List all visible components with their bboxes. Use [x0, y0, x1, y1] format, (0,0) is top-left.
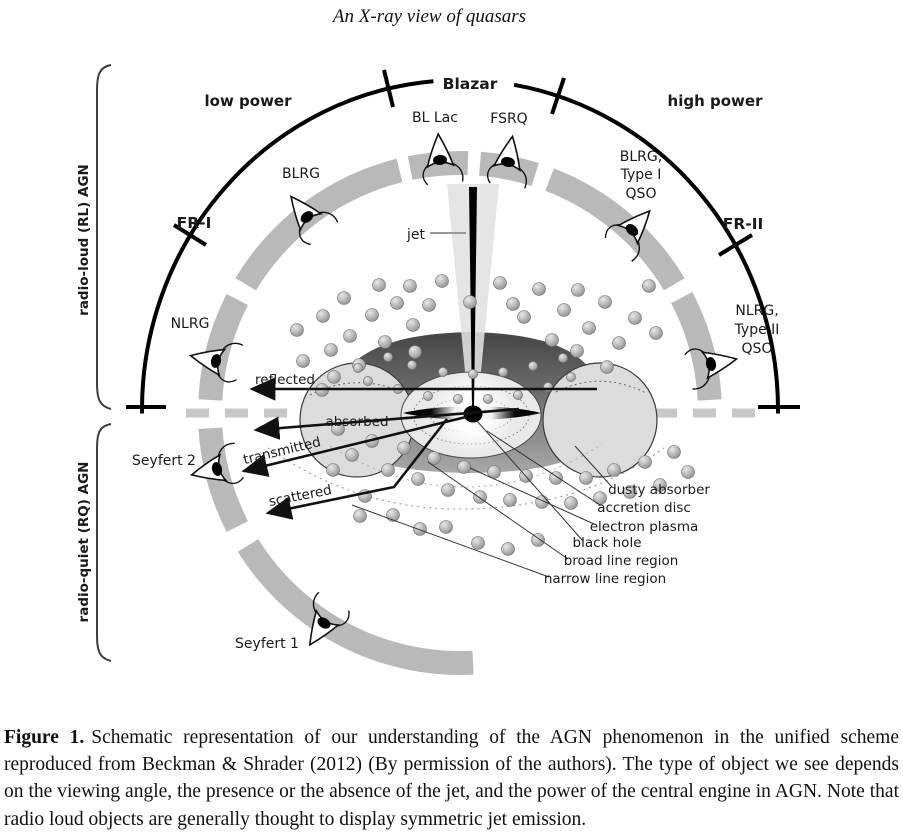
label-seyfert1: Seyfert 1	[235, 636, 299, 652]
label-nlrg-type2-l2: Type II	[734, 322, 780, 338]
label-radio-quiet-agn: radio-quiet (RQ) AGN	[76, 461, 92, 623]
plasma-dot	[565, 497, 578, 510]
plasma-dot	[601, 361, 614, 374]
plasma-dot	[608, 464, 621, 477]
ring-segment-blrg-type1	[545, 168, 684, 290]
plasma-dot	[442, 484, 455, 497]
plasma-dot	[643, 280, 656, 293]
plasma-dot	[668, 446, 681, 459]
ring-segment-nlrg-type2	[671, 292, 722, 401]
plasma-dot	[472, 537, 485, 550]
label-electron-plasma: electron plasma	[589, 519, 699, 535]
plasma-dot	[583, 322, 596, 335]
plasma-dot	[536, 496, 549, 509]
plasma-dot	[513, 390, 522, 399]
plasma-dot	[363, 376, 372, 385]
plasma-dot	[639, 456, 652, 469]
label-fr2: FR-II	[722, 215, 764, 233]
label-blrg: BLRG	[282, 166, 320, 182]
plasma-dot	[528, 361, 537, 370]
plasma-dot	[571, 345, 584, 358]
plasma-dot	[423, 391, 432, 400]
label-blrg-type1-l2: Type I	[620, 167, 662, 183]
plasma-dot	[291, 324, 304, 337]
label-blazar: Blazar	[442, 75, 498, 93]
plasma-dot	[325, 344, 338, 357]
plasma-dot	[317, 310, 330, 323]
plasma-dot	[423, 299, 436, 312]
plasma-dot	[404, 280, 417, 293]
plasma-dot	[494, 277, 507, 290]
label-low-power: low power	[204, 92, 292, 110]
radio-loud-bracket	[97, 65, 111, 409]
label-nlrg-type2-l1: NLRG,	[735, 303, 779, 319]
label-transmitted: transmitted	[241, 434, 323, 469]
plasma-dot	[682, 466, 695, 479]
plasma-dot	[498, 367, 507, 376]
plasma-dot	[407, 319, 420, 332]
plasma-dot	[383, 352, 392, 361]
plasma-dot	[453, 394, 462, 403]
plasma-dot	[558, 304, 571, 317]
plasma-dot	[458, 461, 471, 474]
plasma-dot	[346, 449, 359, 462]
plasma-dot	[344, 330, 357, 343]
plasma-dot	[379, 336, 392, 349]
ring-segment-nlrg	[198, 294, 248, 401]
figure-caption-label: Figure 1.	[4, 727, 85, 748]
plasma-dot	[572, 284, 585, 297]
plasma-dot	[613, 337, 626, 350]
ring-segment-seyfert1	[238, 539, 474, 675]
plasma-dot	[507, 298, 520, 311]
label-scattered: scattered	[267, 482, 334, 511]
plasma-dot	[599, 296, 612, 309]
plasma-dot	[650, 327, 663, 340]
figure-caption-text: Schematic representation of our understanding of the AGN phenomenon in the unified scheme reproduced from Beckman & Shrader (2012) (By permission of the authors). The type of object we see depends on the viewing angle, the presence or the absence of the jet, and the power of the central engine in AGN. Note that radio loud objects are generally thought to display symmetric jet emission.	[4, 727, 899, 830]
plasma-dot	[566, 372, 575, 381]
plasma-dot	[464, 296, 477, 309]
plasma-dot	[382, 464, 395, 477]
plasma-dot	[468, 369, 477, 378]
leader-narrow-line-region	[352, 505, 549, 577]
plasma-dot	[297, 355, 310, 368]
fr2-tick	[719, 235, 752, 255]
label-broad-line-region: broad line region	[563, 553, 679, 569]
label-dusty-absorber: dusty absorber	[608, 482, 710, 498]
label-absorbed: absorbed	[325, 414, 389, 430]
plasma-dot	[398, 442, 411, 455]
label-narrow-line-region: narrow line region	[543, 571, 667, 587]
label-radio-loud-agn: radio-loud (RL) AGN	[76, 164, 92, 316]
plasma-dot	[438, 367, 447, 376]
plasma-dot	[483, 394, 492, 403]
label-reflected: reflected	[255, 372, 315, 388]
running-head-title: An X-ray view of quasars	[332, 6, 527, 27]
plasma-dot	[414, 523, 427, 536]
label-high-power: high power	[667, 92, 763, 110]
label-fsrq: FSRQ	[490, 111, 528, 127]
plasma-dot	[338, 292, 351, 305]
plasma-dot	[558, 353, 567, 362]
label-blrg-type1-l1: BLRG,	[619, 149, 663, 165]
label-nlrg: NLRG	[170, 316, 210, 332]
plasma-dot	[533, 283, 546, 296]
plasma-dot	[580, 472, 593, 485]
plasma-dot	[546, 334, 559, 347]
figure-caption	[0, 724, 903, 833]
plasma-dot	[518, 311, 531, 324]
label-accretion-disc: accretion disc	[597, 500, 691, 516]
plasma-dot	[327, 464, 340, 477]
plasma-dot	[436, 275, 449, 288]
plasma-dot	[502, 543, 515, 556]
label-seyfert2: Seyfert 2	[132, 453, 196, 469]
label-bl-lac: BL Lac	[412, 110, 458, 126]
plasma-dot	[373, 279, 386, 292]
plasma-dot	[504, 494, 517, 507]
label-jet: jet	[407, 227, 425, 243]
plasma-dot	[354, 510, 367, 523]
plasma-dot	[409, 346, 422, 359]
label-black-hole: black hole	[572, 535, 642, 551]
radio-quiet-bracket	[97, 424, 111, 661]
plasma-dot	[328, 371, 341, 384]
plasma-dot	[353, 363, 362, 372]
plasma-dot	[407, 360, 416, 369]
plasma-dot	[391, 297, 404, 310]
label-nlrg-type2-l3: QSO	[741, 341, 773, 357]
label-fr1: FR-I	[176, 214, 212, 232]
plasma-dot	[440, 521, 453, 534]
plasma-dot	[629, 312, 642, 325]
plasma-dot	[412, 473, 425, 486]
label-blrg-type1-l3: QSO	[625, 186, 657, 202]
plasma-dot	[366, 309, 379, 322]
